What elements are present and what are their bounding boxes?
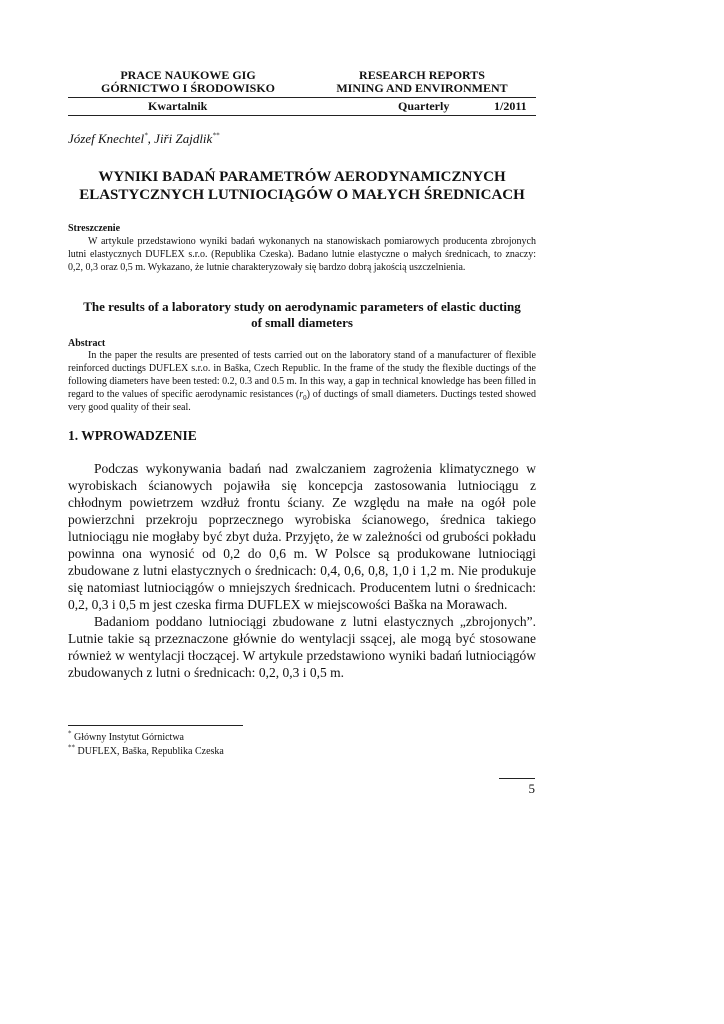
header-rule-bottom	[68, 115, 536, 116]
issue-number: 1/2011	[494, 99, 527, 113]
author-2-mark: **	[212, 131, 220, 140]
quarterly-label: Quarterly	[398, 99, 450, 113]
footnote-1	[68, 731, 184, 744]
author-separator: ,	[147, 131, 155, 146]
abstract-paragraph	[68, 349, 536, 414]
footnote-2-mark: **	[68, 743, 75, 752]
title-en-line2: of small diameters	[251, 315, 353, 330]
journal-name-en-line1: RESEARCH REPORTS	[359, 68, 485, 82]
journal-name-en-line2: MINING AND ENVIRONMENT	[336, 81, 508, 95]
title-en-line1: The results of a laboratory study on aerodynamic parameters of elastic ducting	[83, 299, 521, 314]
streszczenie-paragraph: W artykule przedstawiono wyniki badań wykonanych na stanowiskach pomiarowych producenta zbrojonych lutni elastycznych DUFLEX s.r.o. (Republika Czeska). Badano lutnie elastyczne o małych średnicach, to znaczy: 0,2, 0,3 oraz 0,5 m. Wykazano, że lutnie charakteryzowały się bardzo dobrą jakością uszczelnienia.	[68, 236, 536, 273]
author-1-mark: *	[144, 131, 148, 140]
header-rule-top	[68, 97, 536, 98]
abstract-text-before: In the paper the results are presented of tests carried out on the laboratory stand of a manufacturer of flexible reinforced ductings DUFLEX s.r.o. in Baška, Czech Republic. In the frame of the study the flexible ductings of the following diameters have been tested: 0.2, 0.3 and 0.5 m. In this way, a gap in technical knowledge has been filled in regard to the values of specific aerodynamic resistances (	[68, 350, 536, 400]
resistance-symbol-subscript: 0	[303, 394, 307, 402]
footnote-1-text: Główny Instytut Górnictwa	[71, 732, 184, 743]
kwartalnik-label: Kwartalnik	[148, 99, 208, 113]
section-1-paragraph-2: Badaniom poddano lutniociągi zbudowane z lutni elastycznych „zbrojonych”. Lutnie takie są przeznaczone głównie do wentylacji ssącej, ale mogą być stosowane również w wentylacji tłoczącej. W artykule przedstawiono wyniki badań lutniociągów zbudowanych z lutni o średnicach: 0,2, 0,3 i 0,5 m.	[68, 614, 536, 680]
authors	[68, 131, 219, 147]
journal-name-pl	[68, 69, 308, 95]
title-pl	[68, 168, 536, 204]
resistance-symbol: r	[299, 389, 304, 400]
journal-name-pl-line2: GÓRNICTWO I ŚRODOWISKO	[100, 81, 276, 95]
page-number-rule	[499, 778, 535, 779]
title-en	[68, 299, 536, 331]
journal-name-pl-line1: PRACE NAUKOWE GIG	[120, 68, 256, 82]
section-1-paragraph-1: Podczas wykonywania badań nad zwalczaniem zagrożenia klimatycznego w wyrobiskach ścianowych pojawiła się koncepcja zastosowania lutniociągu z chłodnym powietrzem wzdłuż frontu ściany. Ze względu na małe na ogół pole powierzchni przekroju poprzecznego wyrobiska ścianowego, średnica takiego lutniociągu nie mogłaby być zbyt duża. Przyjęto, że w zależności od grubości pokładu powinna ona wynosić od 0,2 do 0,6 m. W Polsce są produkowane lutniociągi zbudowane z lutni elastycznych o średnicach: 0,4, 0,6, 0,8, 1,0 i 1,2 m. Nie produkuje się natomiast lutniociągów o mniejszych średnicach. Producentem lutni o średnicach: 0,2, 0,3 i 0,5 m jest czeska firma DUFLEX w miejscowości Baška na Morawach.	[68, 461, 536, 612]
section-1-heading: 1. WPROWADZENIE	[68, 428, 197, 443]
footnote-2	[68, 745, 224, 758]
footnote-rule	[68, 725, 243, 726]
author-2: Jiři Zajdlik	[154, 131, 213, 146]
footnote-2-text: DUFLEX, Baška, Republika Czeska	[75, 746, 224, 757]
streszczenie-text	[68, 235, 536, 274]
footnote-1-mark: *	[68, 729, 72, 738]
abstract-heading: Abstract	[68, 338, 106, 349]
streszczenie-heading: Streszczenie	[68, 223, 121, 234]
page-number: 5	[528, 781, 535, 796]
section-1-body	[68, 460, 536, 681]
abstract-text	[68, 349, 536, 414]
journal-name-en	[322, 69, 522, 95]
abstract-text-after: ) of ductings of small diameters. Ductings tested showed very good quality of their seal.	[68, 389, 536, 413]
title-pl-line1: WYNIKI BADAŃ PARAMETRÓW AERODYNAMICZNYCH	[98, 169, 506, 185]
author-1: Józef Knechtel	[68, 131, 145, 146]
title-pl-line2: ELASTYCZNYCH LUTNIOCIĄGÓW O MAŁYCH ŚREDNICACH	[79, 187, 525, 203]
